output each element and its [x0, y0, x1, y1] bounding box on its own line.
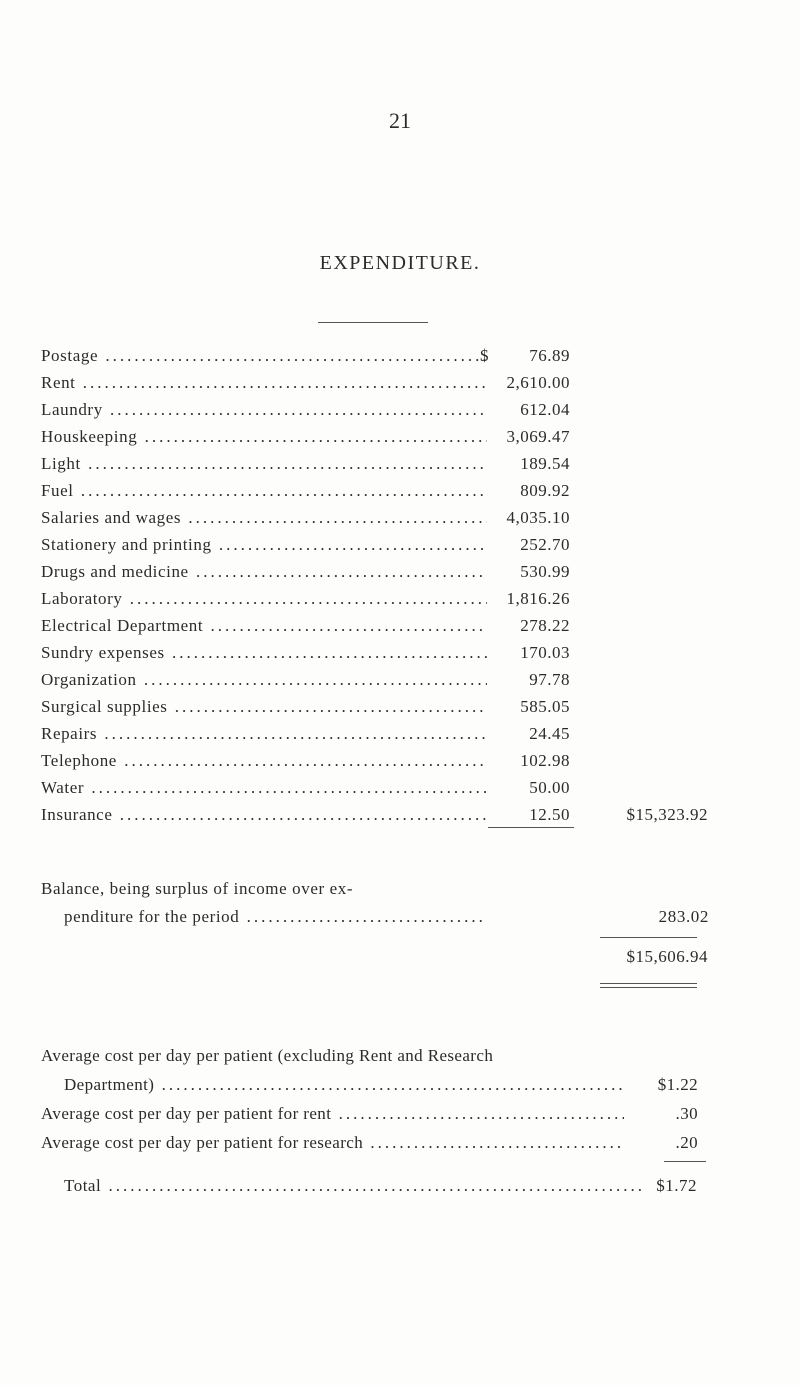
expense-row	[0, 801, 800, 828]
average-label: Average cost per day per patient for research .....	[41, 1128, 624, 1157]
balance-amount: 283.02	[658, 907, 709, 926]
expense-label: Telephone .....	[41, 747, 487, 774]
average-value: $1.22	[657, 1075, 698, 1094]
expense-amount: 278.22	[520, 616, 570, 635]
expense-label: Surgical supplies .....	[41, 693, 487, 720]
expense-amount: 2,610.00	[506, 373, 570, 392]
expense-row	[0, 396, 800, 423]
average-total-value: $1.72	[656, 1176, 697, 1195]
divider	[600, 937, 697, 938]
expense-amount: 3,069.47	[506, 427, 570, 446]
expense-label: Sundry expenses .....	[41, 639, 487, 666]
expense-label: Drugs and medicine .....	[41, 558, 487, 585]
expense-amount: 809.92	[520, 481, 570, 500]
expense-amount: 4,035.10	[506, 508, 570, 527]
expense-row	[0, 531, 800, 558]
average-intro: Average cost per day per patient (excluding Rent and Research	[41, 1046, 494, 1065]
expense-amount: 170.03	[520, 643, 570, 662]
expense-label: Laboratory .....	[41, 585, 487, 612]
subtotal-amount: $15,323.92	[626, 805, 708, 824]
expense-amount: 189.54	[520, 454, 570, 473]
expense-label: Fuel .....	[41, 477, 487, 504]
expense-label: Insurance .....	[41, 801, 487, 828]
expense-row	[0, 558, 800, 585]
expense-amount: 612.04	[520, 400, 570, 419]
expense-amount: 1,816.26	[506, 589, 570, 608]
expense-label: Organization .....	[41, 666, 487, 693]
balance-label-line1: Balance, being surplus of income over ex-	[41, 879, 354, 898]
balance-line2	[41, 903, 721, 931]
average-total-label: Total .....	[64, 1171, 644, 1200]
expense-row	[0, 342, 800, 369]
expense-label: Postage .....	[41, 342, 487, 369]
average-label: Department) .....	[64, 1070, 624, 1099]
expense-row	[0, 693, 800, 720]
divider	[488, 827, 574, 828]
expense-row	[0, 720, 800, 747]
expense-amount: 252.70	[520, 535, 570, 554]
expense-row	[0, 612, 800, 639]
divider	[318, 322, 428, 323]
expense-label: Water .....	[41, 774, 487, 801]
balance-label-line2: penditure for the period .....	[64, 903, 482, 931]
double-divider	[600, 983, 697, 988]
currency-symbol: $	[480, 346, 489, 365]
expense-label: Rent .....	[41, 369, 487, 396]
average-total-row	[64, 1171, 720, 1200]
expense-row	[0, 450, 800, 477]
average-cost-section	[41, 1041, 721, 1157]
expense-row	[0, 585, 800, 612]
expense-label: Light .....	[41, 450, 487, 477]
average-row	[41, 1128, 721, 1157]
expense-row	[0, 747, 800, 774]
average-row	[41, 1099, 721, 1128]
expense-label: Laundry .....	[41, 396, 487, 423]
expense-row	[0, 477, 800, 504]
average-row	[41, 1070, 721, 1099]
balance-entry	[41, 875, 721, 931]
expense-label: Repairs .....	[41, 720, 487, 747]
expense-amount: 530.99	[520, 562, 570, 581]
expense-row	[0, 423, 800, 450]
expense-amount: 24.45	[529, 724, 570, 743]
expense-amount: 102.98	[520, 751, 570, 770]
page-title: EXPENDITURE.	[319, 252, 481, 274]
expense-row	[0, 666, 800, 693]
divider	[664, 1161, 706, 1162]
expense-amount: 76.89	[529, 346, 570, 365]
expense-label: Stationery and printing .....	[41, 531, 487, 558]
expense-label: Electrical Department .....	[41, 612, 487, 639]
expense-label: Salaries and wages .....	[41, 504, 487, 531]
expense-row	[0, 639, 800, 666]
expense-amount: 50.00	[529, 778, 570, 797]
average-label: Average cost per day per patient for rent .....	[41, 1099, 624, 1128]
page-number: 21	[389, 108, 411, 133]
expense-row	[0, 369, 800, 396]
expense-row	[0, 774, 800, 801]
expense-amount: 97.78	[529, 670, 570, 689]
average-value: .30	[675, 1104, 698, 1123]
grand-total: $15,606.94	[626, 947, 708, 966]
expenditure-list	[0, 342, 800, 828]
expense-row	[0, 504, 800, 531]
expense-amount: 12.50	[529, 805, 570, 824]
expense-amount: 585.05	[520, 697, 570, 716]
expense-label: Houskeeping .....	[41, 423, 487, 450]
average-value: .20	[675, 1133, 698, 1152]
